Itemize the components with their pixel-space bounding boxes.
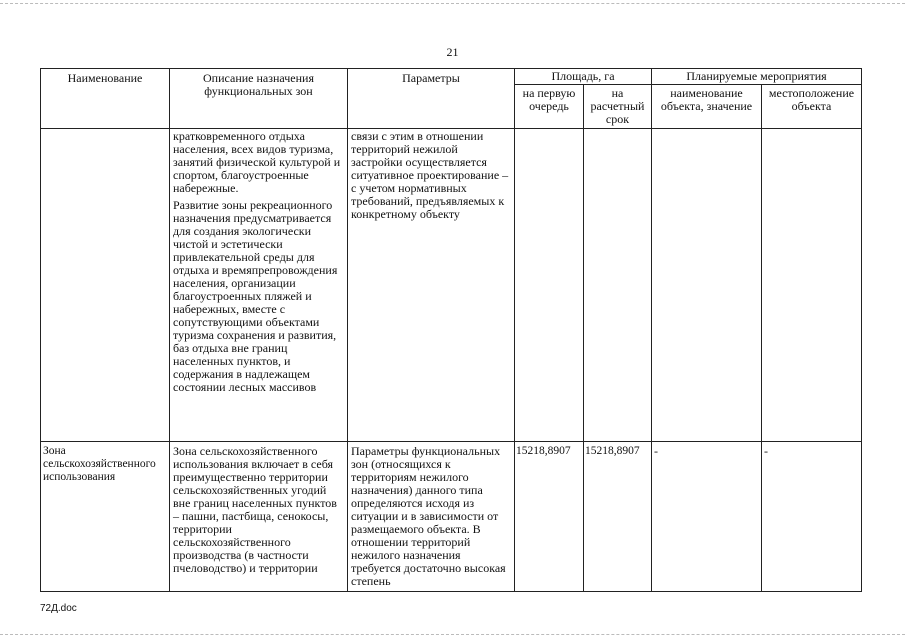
table-row-2-planned-object: - [654,444,658,458]
header-parameters: Параметры [402,71,460,85]
description-paragraph-1: кратковременного отдыха населения, всех видов туризма, занятий физической культурой и спортом, благоустроенные набережные. [173,129,341,195]
table-row-2-description [173,445,345,575]
header-name: Наименование [67,71,143,85]
scan-edge-bottom [0,634,905,636]
description-paragraph-1: Зона сельскохозяйственного использования включает в себя преимущественно территории сельскохозяйственных угодий вне границ населенных пунктов – пашни, пастбища, сенокосы, территории сельскохозяйственного производства (в частности пчеловодство) и территории [173,444,337,575]
description-paragraph-2: Развитие зоны рекреационного назначения предусматривается для создания экологически чистой и эстетически привлекательной среды для отдыха и времяпрепровождения населения, организации благоустроенных пляжей и набережных, вместе с сопутствующими объектами туризма сохранения и развития, баз отдыха вне границ населенных пунктов, и содержания в надлежащем состоянии лесных массивов [173,198,338,394]
footer-filename: 72Д.doc [40,603,77,614]
scan-edge-top [0,3,905,5]
table-row-2-planned-location: - [764,444,768,458]
table-row-2-name: Зона сельскохозяйственного использования [43,445,156,483]
table-row-1-parameters: связи с этим в отношении территорий нежилой застройки осуществляется ситуативное проектирование – с учетом нормативных требований, предъявляемых к конкретному объекту [351,129,509,221]
table-row-1-description [173,130,345,394]
header-description: Описание назначения функциональных зон [203,71,314,98]
header-area-first: на первую очередь [522,86,576,113]
page-number: 21 [446,45,459,59]
table-row-2-area-first: 15218,8907 [516,445,571,457]
header-area: Площадь, га [551,69,615,83]
header-planned-location: местоположение объекта [768,86,855,113]
header-planned-object: наименование объекта, значение [660,86,753,113]
table-row-2-area-term: 15218,8907 [585,445,640,457]
header-area-term: на расчетный срок [590,86,645,126]
table-row-2-parameters: Параметры функциональных зон (относящихся к территориям нежилого назначения) данного типа определяются исходя из ситуации и в зависимости от размещаемого объекта. В отношении территорий нежилого назначения требуется достаточно высокая степень [351,444,506,588]
header-planned: Планируемые мероприятия [686,69,827,83]
